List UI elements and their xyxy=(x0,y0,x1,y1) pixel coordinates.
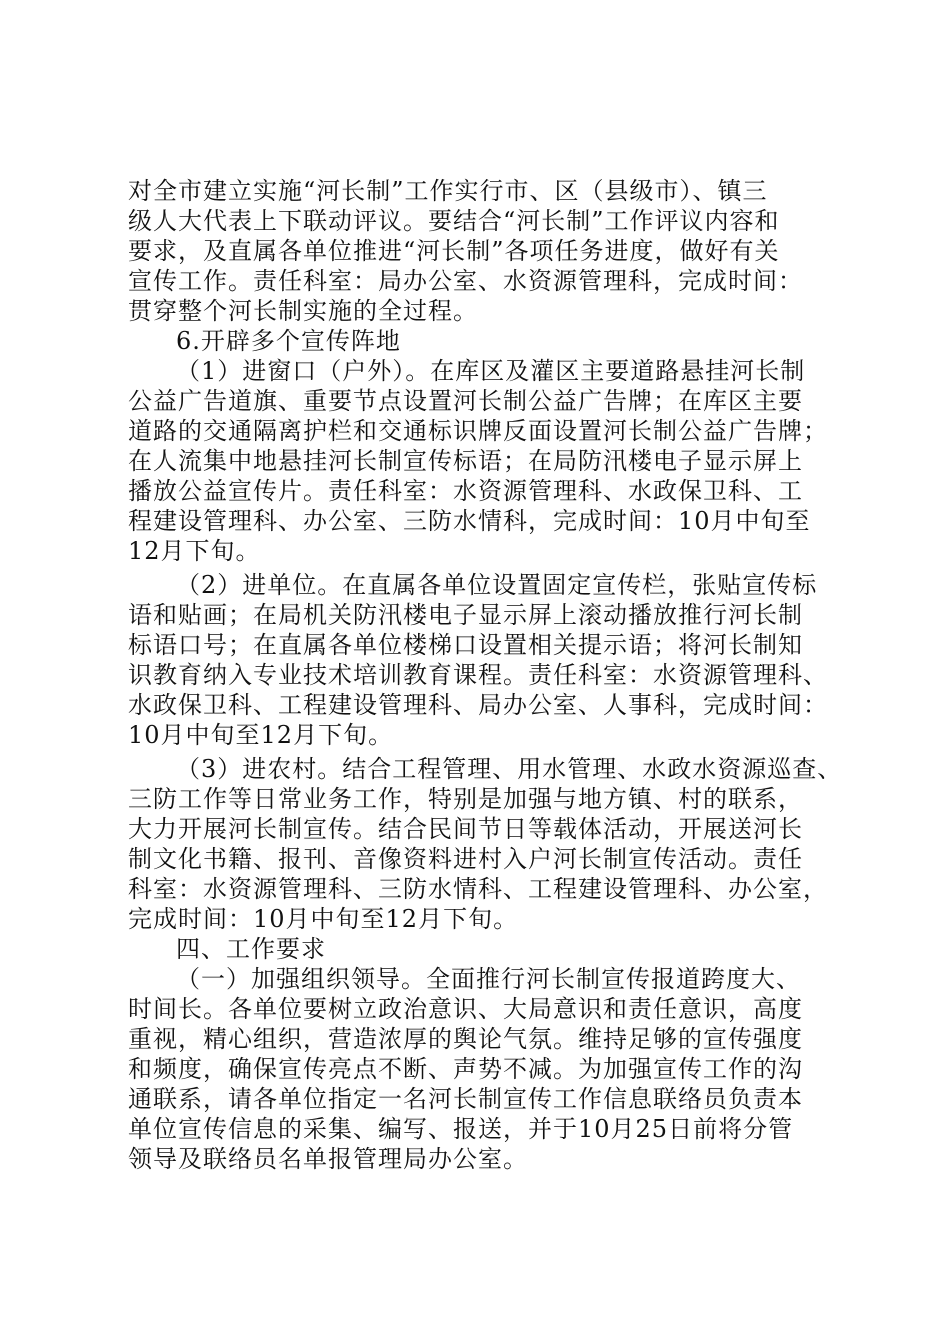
paragraph-first-line: （1）进窗口（户外）。在库区及灌区主要道路悬挂河长制 xyxy=(176,357,806,385)
text-line: 级人大代表上下联动评议。要结合“河长制”工作评议内容和 xyxy=(128,207,780,235)
text-line: 贯穿整个河长制实施的全过程。 xyxy=(128,297,478,325)
text-line: 水政保卫科、工程建设管理科、局办公室、人事科，完成时间： xyxy=(128,691,828,719)
text-line: 通联系，请各单位指定一名河长制宣传工作信息联络员负责本 xyxy=(128,1085,803,1113)
section-heading: 四、工作要求 xyxy=(176,935,326,963)
paragraph-first-line: （一）加强组织领导。全面推行河长制宣传报道跨度大、 xyxy=(176,965,801,993)
text-line: 标语口号；在直属各单位楼梯口设置相关提示语；将河长制知 xyxy=(128,631,803,659)
text-line: 宣传工作。责任科室：局办公室、水资源管理科，完成时间： xyxy=(128,267,803,295)
text-line: 12月下旬。 xyxy=(128,537,261,565)
text-line: 时间长。各单位要树立政治意识、大局意识和责任意识，高度 xyxy=(128,995,803,1023)
text-line: 程建设管理科、办公室、三防水情科，完成时间：10月中旬至 xyxy=(128,507,811,535)
text-line: 制文化书籍、报刊、音像资料进村入户河长制宣传活动。责任 xyxy=(128,845,803,873)
text-line: 公益广告道旗、重要节点设置河长制公益广告牌；在库区主要 xyxy=(128,387,803,415)
text-line: 语和贴画；在局机关防汛楼电子显示屏上滚动播放推行河长制 xyxy=(128,601,803,629)
text-line: 领导及联络员名单报管理局办公室。 xyxy=(128,1145,528,1173)
paragraph-first-line: （2）进单位。在直属各单位设置固定宣传栏，张贴宣传标 xyxy=(176,571,818,599)
text-line: 单位宣传信息的采集、编写、报送，并于10月25日前将分管 xyxy=(128,1115,794,1143)
text-line: 重视，精心组织，营造浓厚的舆论气氛。维持足够的宣传强度 xyxy=(128,1025,803,1053)
text-line: 在人流集中地悬挂河长制宣传标语；在局防汛楼电子显示屏上 xyxy=(128,447,803,475)
text-line: 科室：水资源管理科、三防水情科、工程建设管理科、办公室， xyxy=(128,875,828,903)
section-heading: 6.开辟多个宣传阵地 xyxy=(176,327,401,355)
text-line: 10月中旬至12月下旬。 xyxy=(128,721,394,749)
text-line: 和频度，确保宣传亮点不断、声势不减。为加强宣传工作的沟 xyxy=(128,1055,803,1083)
text-line: 三防工作等日常业务工作，特别是加强与地方镇、村的联系， xyxy=(128,785,803,813)
text-line: 识教育纳入专业技术培训教育课程。责任科室：水资源管理科、 xyxy=(128,661,828,689)
paragraph-first-line: （3）进农村。结合工程管理、用水管理、水政水资源巡查、 xyxy=(176,755,843,783)
text-line: 道路的交通隔离护栏和交通标识牌反面设置河长制公益广告牌； xyxy=(128,417,828,445)
text-line: 要求，及直属各单位推进“河长制”各项任务进度，做好有关 xyxy=(128,237,780,265)
text-line: 播放公益宣传片。责任科室：水资源管理科、水政保卫科、工 xyxy=(128,477,803,505)
text-line: 完成时间：10月中旬至12月下旬。 xyxy=(128,905,519,933)
text-line: 大力开展河长制宣传。结合民间节日等载体活动，开展送河长 xyxy=(128,815,803,843)
text-line: 对全市建立实施“河长制”工作实行市、区（县级市）、镇三 xyxy=(128,177,768,205)
